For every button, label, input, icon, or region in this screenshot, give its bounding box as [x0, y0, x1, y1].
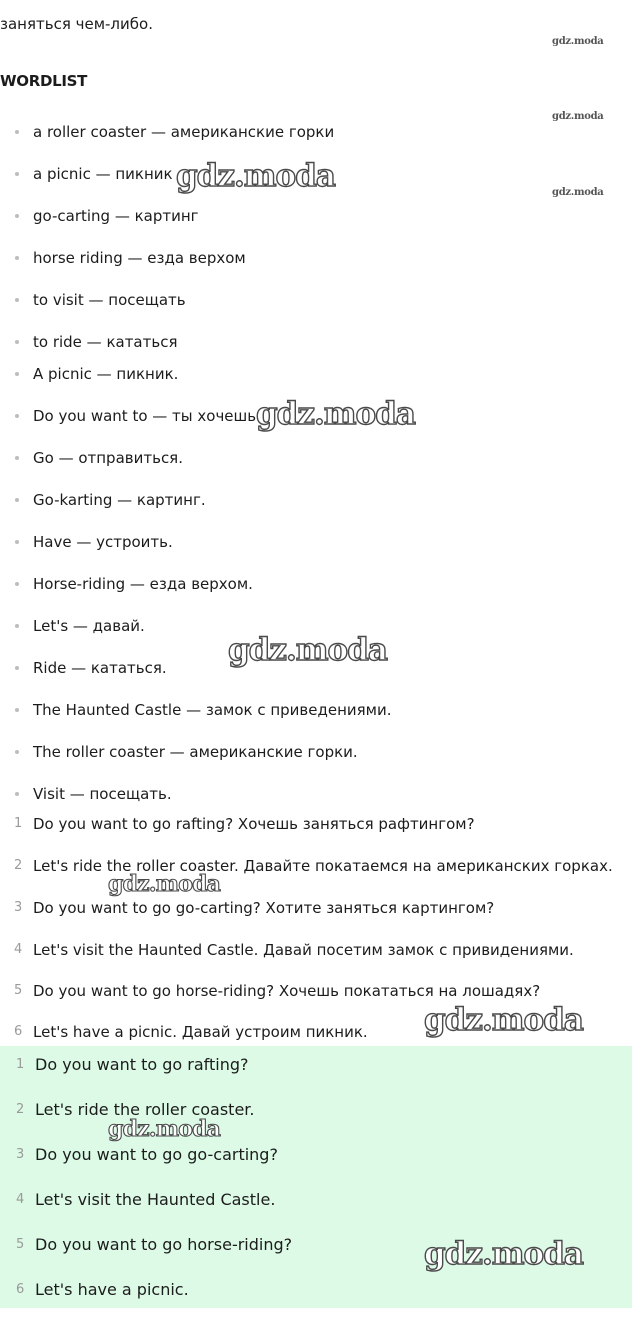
bullet-icon — [15, 666, 19, 670]
bullet-icon — [15, 498, 19, 502]
list-number: 3 — [14, 900, 23, 915]
answer-item: Let's ride the roller coaster. — [35, 1100, 255, 1119]
bullet-icon — [15, 750, 19, 754]
wordlist-item: to visit — посещать — [33, 291, 186, 309]
translation-item: Do you want to go rafting? Хочешь заняться рафтингом? — [33, 815, 475, 833]
wordlist-item: Have — устроить. — [33, 533, 173, 551]
wordlist-item: a picnic — пикник — [33, 165, 173, 183]
list-number: 6 — [14, 1024, 23, 1039]
watermark: gdz.moda — [424, 1002, 583, 1038]
watermark: gdz.moda — [176, 158, 335, 194]
wordlist-item: Go — отправиться. — [33, 449, 183, 467]
list-number: 1 — [14, 816, 23, 831]
watermark-small: gdz.moda — [552, 36, 604, 47]
wordlist-item: The roller coaster — американские горки. — [33, 743, 358, 761]
wordlist-item: to ride — кататься — [33, 333, 178, 351]
bullet-icon — [15, 172, 19, 176]
bullet-icon — [15, 708, 19, 712]
wordlist-item: A picnic — пикник. — [33, 365, 179, 383]
translation-item: Do you want to go go-carting? Хотите заняться картингом? — [33, 899, 495, 917]
watermark: gdz.moda — [108, 871, 221, 897]
bullet-icon — [15, 792, 19, 796]
list-number: 5 — [16, 1237, 25, 1252]
watermark: gdz.moda — [424, 1236, 583, 1272]
bullet-icon — [15, 540, 19, 544]
wordlist-item: Ride — кататься. — [33, 659, 167, 677]
bullet-icon — [15, 624, 19, 628]
wordlist-heading: WORDLIST — [0, 72, 88, 90]
watermark-small: gdz.moda — [552, 187, 604, 198]
bullet-icon — [15, 456, 19, 460]
answer-item: Do you want to go horse-riding? — [35, 1235, 293, 1254]
translation-item: Let's have a picnic. Давай устроим пикник. — [33, 1023, 368, 1041]
wordlist-item: Visit — посещать. — [33, 785, 172, 803]
list-number: 4 — [14, 942, 23, 957]
wordlist-item: Horse-riding — езда верхом. — [33, 575, 253, 593]
wordlist-item: Let's — давай. — [33, 617, 145, 635]
bullet-icon — [15, 414, 19, 418]
wordlist-item: Do you want to — ты хочешь. — [33, 407, 261, 425]
list-number: 4 — [16, 1192, 25, 1207]
watermark: gdz.moda — [108, 1116, 221, 1142]
wordlist-item: Go-karting — картинг. — [33, 491, 206, 509]
list-number: 2 — [16, 1102, 25, 1117]
bullet-icon — [15, 214, 19, 218]
list-number: 2 — [14, 858, 23, 873]
translation-item: Do you want to go horse-riding? Хочешь покататься на лошадях? — [33, 982, 541, 1000]
bullet-icon — [15, 582, 19, 586]
bullet-icon — [15, 340, 19, 344]
intro-text: заняться чем-либо. — [0, 15, 153, 33]
bullet-icon — [15, 256, 19, 260]
answer-item: Do you want to go go-carting? — [35, 1145, 278, 1164]
bullet-icon — [15, 298, 19, 302]
answer-item: Let's visit the Haunted Castle. — [35, 1190, 276, 1209]
wordlist-item: a roller coaster — американские горки — [33, 123, 335, 141]
answer-item: Let's have a picnic. — [35, 1280, 189, 1299]
bullet-icon — [15, 372, 19, 376]
list-number: 3 — [16, 1147, 25, 1162]
watermark: gdz.moda — [256, 396, 415, 432]
wordlist-item: The Haunted Castle — замок с приведениями. — [33, 701, 392, 719]
bullet-icon — [15, 130, 19, 134]
wordlist-item: go-carting — картинг — [33, 207, 199, 225]
answer-item: Do you want to go rafting? — [35, 1055, 249, 1074]
list-number: 6 — [16, 1282, 25, 1297]
list-number: 1 — [16, 1057, 25, 1072]
wordlist-item: horse riding — езда верхом — [33, 249, 246, 267]
translation-item: Let's ride the roller coaster. Давайте покатаемся на американских горках. — [33, 857, 613, 875]
watermark: gdz.moda — [228, 632, 387, 668]
list-number: 5 — [14, 983, 23, 998]
translation-item: Let's visit the Haunted Castle. Давай посетим замок с привидениями. — [33, 941, 574, 959]
watermark-small: gdz.moda — [552, 111, 604, 122]
